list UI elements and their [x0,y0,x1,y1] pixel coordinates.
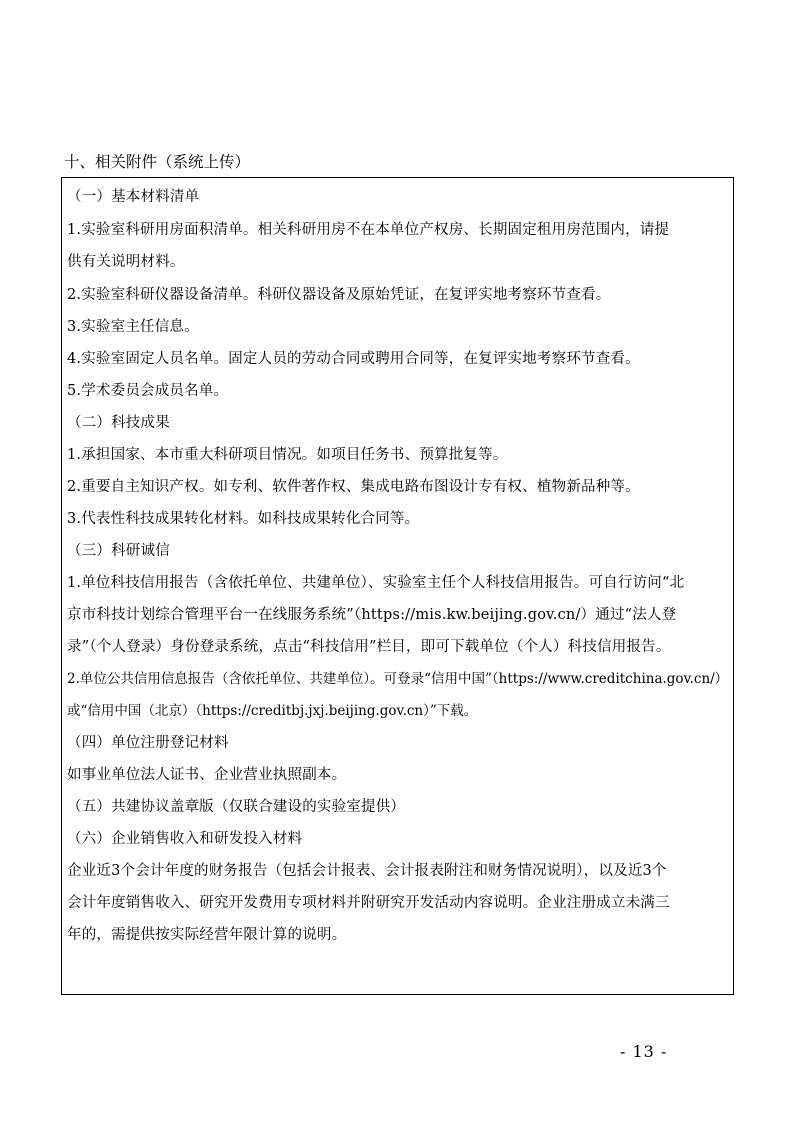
list-item: 2.实验室科研仪器设备清单。科研仪器设备及原始凭证，在复评实地考察环节查看。 [67,287,611,303]
list-item: 5.学术委员会成员名单。 [67,383,229,399]
paragraph-line: 企业近3个会计年度的财务报告（包括会计报表、会计报表附注和财务情况说明），以及近3个 [67,863,667,879]
list-item: 1.单位科技信用报告（含依托单位、共建单位）、实验室主任个人科技信用报告。可自行访问“北 [67,575,685,591]
subsection-title-integrity: （三）科研诚信 [67,543,170,559]
subsection-title-achievements: （二）科技成果 [67,415,170,431]
list-item: 如事业单位法人证书、企业营业执照副本。 [67,767,347,783]
list-item: 3.实验室主任信息。 [67,319,199,335]
list-item: 2.单位公共信用信息报告（含依托单位、共建单位）。可登录“信用中国”（https://www.creditchina.gov.cn/） [67,671,729,687]
paragraph-line: 年的，需提供按实际经营年限计算的说明。 [67,927,347,943]
list-item: 2.重要自主知识产权。如专利、软件著作权、集成电路布图设计专有权、植物新品种等。 [67,479,640,495]
paragraph-line: 会计年度销售收入、研究开发费用专项材料并附研究开发活动内容说明。企业注册成立未满三 [67,895,670,911]
list-item-continuation: 或“信用中国（北京）（https://creditbj.jxj.beijing.gov.cn）”下载。 [67,703,478,719]
page-number: - 13 - [620,1042,668,1061]
list-item-continuation: 京市科技计划综合管理平台一在线服务系统”（https://mis.kw.beijing.gov.cn/）通过“法人登 [67,607,677,623]
section-heading: 十、相关附件（系统上传） [64,153,251,171]
list-item: 1.实验室科研用房面积清单。相关科研用房不在本单位产权房、长期固定租用房范围内，请提 [67,222,670,238]
list-item-continuation: 录”（个人登录）身份登录系统，点击“科技信用”栏目，即可下载单位（个人）科技信用报告。 [67,639,671,655]
list-item-continuation: 供有关说明材料。 [67,254,185,270]
subsection-title-revenue-rd: （六）企业销售收入和研发投入材料 [67,831,303,847]
list-item: 1.承担国家、本市重大科研项目情况。如项目任务书、预算批复等。 [67,447,508,463]
subsection-title-basic-materials: （一）基本材料清单 [67,189,200,205]
subsection-title-cooperation-agreement: （五）共建协议盖章版（仅联合建设的实验室提供） [67,799,406,815]
list-item: 3.代表性科技成果转化材料。如科技成果转化合同等。 [67,511,420,527]
subsection-title-registration: （四）单位注册登记材料 [67,735,229,751]
list-item: 4.实验室固定人员名单。固定人员的劳动合同或聘用合同等，在复评实地考察环节查看。 [67,351,640,367]
